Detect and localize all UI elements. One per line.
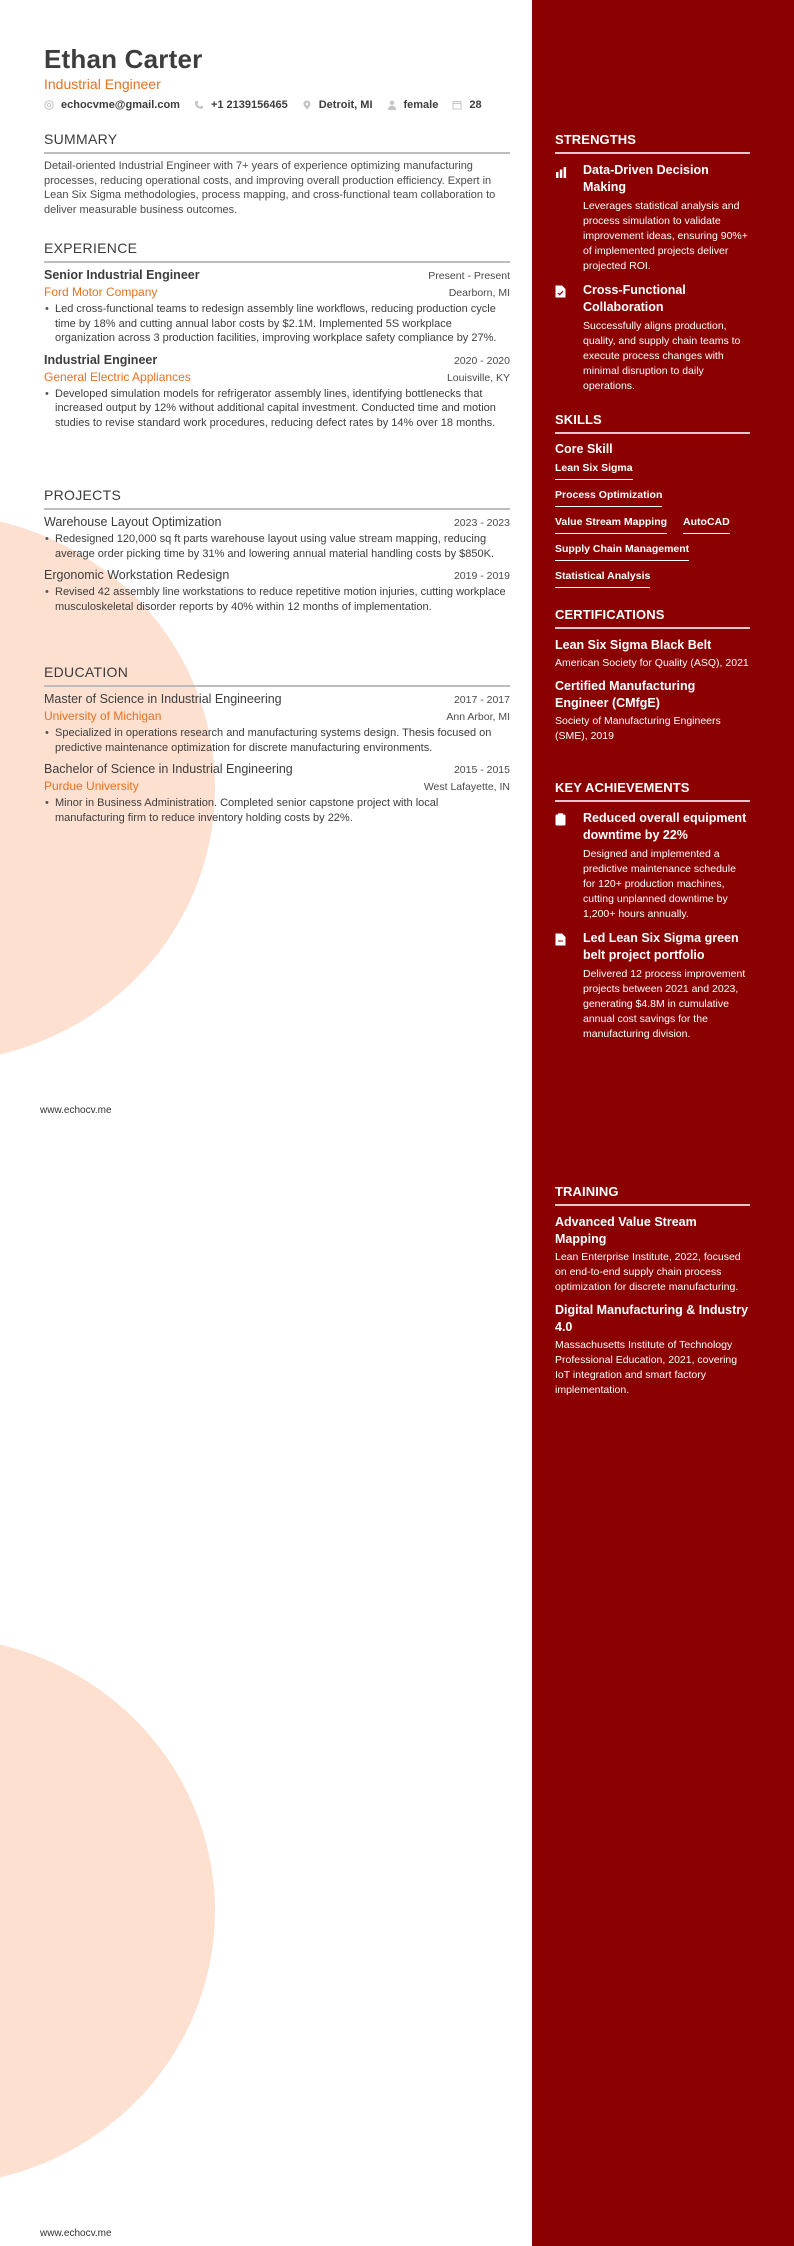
candidate-role: Industrial Engineer [44, 76, 161, 92]
certification-title: Certified Manufacturing Engineer (CMfgE) [555, 679, 696, 710]
job-title: Industrial Engineer [44, 352, 158, 367]
strengths-title: STRENGTHS [555, 132, 750, 154]
strength-item [555, 162, 750, 274]
certification-title: Lean Six Sigma Black Belt [555, 638, 712, 652]
project-bullet: • Revised 42 assembly line workstations to reduce repetitive motion injuries, cutting workplace musculoskeletal disorder reports by 40% within 12 months of implementation. [44, 585, 510, 614]
certification-item [555, 678, 750, 744]
company-name: General Electric Appliances [44, 369, 191, 384]
achievements-title: KEY ACHIEVEMENTS [555, 780, 750, 802]
project-bullet: • Redesigned 120,000 sq ft parts warehouse layout using value stream mapping, reducing average order picking time by 31% and lowering annual material handling costs by $850K. [44, 532, 510, 561]
certification-desc: Society of Manufacturing Engineers (SME), 2019 [555, 715, 721, 742]
achievement-desc: Delivered 12 process improvement projects between 2021 and 2023, generating $4.8M in cumulative annual cost savings for the manufacturing division. [583, 968, 746, 1040]
achievements-section [555, 780, 750, 1050]
skills-list [555, 462, 750, 597]
footer-url-page1[interactable]: www.echocv.me [40, 1105, 112, 1116]
experience-entry [44, 268, 510, 346]
strength-desc: Leverages statistical analysis and process simulation to validate improvement ideas, ensuring 90%+ of implemented projects deliver projected ROI. [583, 200, 748, 272]
project-entry [44, 568, 510, 614]
project-date: 2019 - 2019 [453, 570, 510, 583]
training-item [555, 1302, 750, 1398]
project-entry [44, 515, 510, 561]
bar-chart-icon [555, 162, 583, 274]
training-item-title: Digital Manufacturing & Industry 4.0 [555, 1303, 749, 1334]
company-name: Ford Motor Company [44, 285, 158, 299]
contact-phone[interactable] [194, 99, 288, 111]
skill-tag: Statistical Analysis [555, 570, 650, 588]
summary-text: Detail-oriented Industrial Engineer with 7+ years of experience optimizing manufacturing processes, reducing operational costs, and improving overall production efficiency. Expert in Lean Six Sigma methodologies, process mapping, and cross-functional team collaboration to deliver measurable business outcomes. [44, 160, 496, 216]
degree-title: Master of Science in Industrial Engineering [44, 692, 282, 706]
contact-email[interactable] [44, 99, 180, 111]
strength-title: Cross-Functional Collaboration [583, 283, 686, 314]
training-item-desc: Massachusetts Institute of Technology Professional Education, 2021, covering IoT integration and smart factory implementation. [555, 1339, 738, 1396]
skill-tag: AutoCAD [683, 516, 730, 534]
summary-title: SUMMARY [44, 131, 510, 154]
education-bullet: • Specialized in operations research and manufacturing systems design. Thesis focused on predictive maintenance optimization for discrete manufacturing environments. [44, 726, 510, 755]
training-title: TRAINING [555, 1184, 750, 1206]
projects-title: PROJECTS [44, 487, 510, 510]
training-item [555, 1214, 750, 1295]
achievement-title: Reduced overall equipment downtime by 22% [583, 811, 747, 842]
gender-value: female [403, 99, 439, 111]
project-date: 2023 - 2023 [453, 517, 510, 529]
degree-date: 2017 - 2017 [453, 694, 510, 706]
experience-entry [44, 353, 510, 431]
job-bullet: • Led cross-functional teams to redesign assembly line workflows, reducing production cycle time by 18% and cutting annual labor costs by $2.1M. Implemented 5S workplace organization across 3 production facilities, improving workplace safety compliance by 27%. [44, 302, 510, 346]
experience-section [44, 240, 510, 438]
strengths-section [555, 132, 750, 402]
job-date: Present - Present [428, 270, 510, 282]
school-name: Purdue University [44, 779, 139, 794]
training-item-title: Advanced Value Stream Mapping [555, 1215, 697, 1246]
job-title: Senior Industrial Engineer [44, 268, 200, 282]
contact-location [302, 99, 373, 111]
job-date: 2020 - 2020 [453, 354, 510, 367]
strength-item [555, 282, 750, 394]
achievement-item [555, 930, 750, 1042]
certification-item [555, 637, 750, 671]
certifications-section [555, 607, 750, 751]
achievement-desc: Designed and implemented a predictive maintenance schedule for 120+ production machines, cutting unplanned downtime by 1,200+ hours annually. [583, 848, 736, 920]
education-entry [44, 762, 510, 825]
degree-date: 2015 - 2015 [453, 764, 510, 777]
project-title: Warehouse Layout Optimization [44, 515, 222, 529]
location-pin-icon [302, 100, 312, 110]
skills-heading: Core Skill [555, 442, 613, 456]
education-bullet: • Minor in Business Administration. Completed senior capstone project with local manufacturing firm to reduce inventory holding costs by 22%. [44, 796, 510, 825]
job-location: Dearborn, MI [448, 287, 510, 299]
school-location: Ann Arbor, MI [446, 711, 510, 723]
phone-icon [194, 100, 204, 110]
document-check-icon [555, 282, 583, 394]
project-title: Ergonomic Workstation Redesign [44, 568, 230, 583]
degree-title: Bachelor of Science in Industrial Engineering [44, 762, 293, 777]
at-icon [44, 100, 54, 110]
certifications-title: CERTIFICATIONS [555, 607, 750, 629]
skill-tag: Value Stream Mapping [555, 516, 667, 534]
contact-gender [387, 99, 439, 111]
experience-title: EXPERIENCE [44, 240, 510, 263]
contact-row [44, 99, 496, 111]
email-value: echocvme@gmail.com [61, 99, 180, 111]
document-icon [555, 930, 583, 1042]
skills-title: SKILLS [555, 412, 750, 434]
phone-value: +1 2139156465 [210, 99, 288, 111]
education-entry [44, 692, 510, 755]
job-location: Louisville, KY [446, 371, 510, 384]
training-item-desc: Lean Enterprise Institute, 2022, focused on end-to-end supply chain process optimization for discrete manufacturing. [555, 1251, 741, 1293]
summary-section [44, 131, 510, 217]
training-section [555, 1184, 750, 1405]
certification-desc: American Society for Quality (ASQ), 2021 [555, 657, 749, 669]
candidate-name: Ethan Carter [44, 44, 203, 74]
contact-age [452, 99, 481, 111]
skill-tag: Process Optimization [555, 489, 662, 507]
education-title: EDUCATION [44, 664, 510, 687]
education-section [44, 664, 510, 832]
location-value: Detroit, MI [318, 99, 373, 111]
age-value: 28 [469, 99, 482, 111]
job-bullet: • Developed simulation models for refrigerator assembly lines, identifying bottlenecks that increased output by 12% without additional capital investment. Conducted time and motion studies to revise standard work procedures, reducing defect rates by 14% over 18 months. [44, 387, 510, 431]
strength-desc: Successfully aligns production, quality, and supply chain teams to execute process changes with minimal disruption to daily operations. [583, 320, 741, 392]
projects-section [44, 487, 510, 621]
achievement-item [555, 810, 750, 922]
clipboard-icon [555, 810, 583, 922]
calendar-icon [452, 100, 462, 110]
school-name: University of Michigan [44, 709, 162, 723]
skills-section [555, 412, 750, 597]
decorative-circle-bottom [0, 1637, 215, 2185]
achievement-title: Led Lean Six Sigma green belt project portfolio [583, 931, 739, 962]
strength-title: Data-Driven Decision Making [583, 163, 709, 194]
person-icon [387, 100, 397, 110]
school-location: West Lafayette, IN [423, 781, 510, 794]
skill-tag: Lean Six Sigma [555, 462, 633, 480]
footer-url-page2[interactable]: www.echocv.me [40, 2228, 112, 2239]
skill-tag: Supply Chain Management [555, 543, 689, 561]
